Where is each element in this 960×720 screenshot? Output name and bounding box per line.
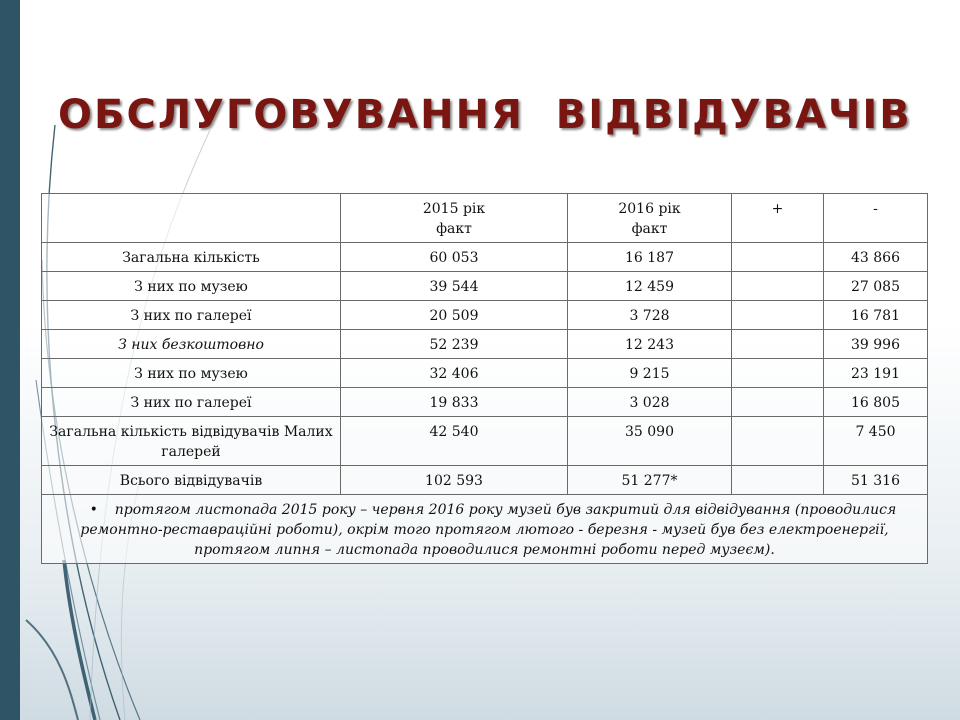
table-note-row (42, 495, 928, 564)
value-plus (732, 243, 824, 272)
value-minus: 51 316 (824, 466, 928, 495)
table-row (42, 301, 928, 330)
value-2016: 3 028 (568, 388, 732, 417)
row-label: Загальна кількість (42, 243, 341, 272)
header-2016 (568, 194, 732, 243)
table-row (42, 466, 928, 495)
value-2015: 60 053 (341, 243, 568, 272)
header-2015-line1: 2015 рік (422, 201, 486, 217)
page-title: ОБСЛУГОВУВАННЯ ВІДВІДУВАЧІВ (58, 92, 912, 138)
table-row (42, 417, 928, 466)
value-2016: 51 277* (568, 466, 732, 495)
value-2015: 39 544 (341, 272, 568, 301)
header-2016-line1: 2016 рік (618, 201, 681, 217)
header-minus-label: - (873, 201, 878, 217)
value-minus: 16 805 (824, 388, 928, 417)
value-minus: 23 191 (824, 359, 928, 388)
footnote (42, 495, 928, 564)
row-label: З них безкоштовно (42, 330, 341, 359)
value-minus: 16 781 (824, 301, 928, 330)
value-plus (732, 388, 824, 417)
value-plus (732, 466, 824, 495)
header-2015 (341, 194, 568, 243)
table-row (42, 272, 928, 301)
header-minus (824, 194, 928, 243)
value-2015: 102 593 (341, 466, 568, 495)
value-minus: 43 866 (824, 243, 928, 272)
value-2016: 12 459 (568, 272, 732, 301)
value-plus (732, 301, 824, 330)
value-2016: 12 243 (568, 330, 732, 359)
value-minus: 39 996 (824, 330, 928, 359)
row-label: Загальна кількість відвідувачів Малих галерей (42, 417, 341, 466)
table-row (42, 243, 928, 272)
left-accent-bar (0, 0, 20, 720)
row-label: З них по музею (42, 359, 341, 388)
value-2015: 52 239 (341, 330, 568, 359)
value-minus: 7 450 (824, 417, 928, 466)
header-2015-line2: факт (436, 221, 472, 237)
value-2016: 3 728 (568, 301, 732, 330)
table-row (42, 330, 928, 359)
value-plus (732, 272, 824, 301)
value-2015: 19 833 (341, 388, 568, 417)
value-plus (732, 359, 824, 388)
row-label: З них по галереї (42, 388, 341, 417)
header-label-cell (42, 194, 341, 243)
table-header-row (42, 194, 928, 243)
value-2016: 35 090 (568, 417, 732, 466)
table-row (42, 359, 928, 388)
footnote-bullet: • (89, 502, 98, 518)
header-2016-line2: факт (631, 221, 668, 237)
value-plus (732, 417, 824, 466)
row-label: Всього відвідувачів (42, 466, 341, 495)
table-row (42, 388, 928, 417)
value-2016: 16 187 (568, 243, 732, 272)
value-2015: 42 540 (341, 417, 568, 466)
value-2015: 32 406 (341, 359, 568, 388)
visitors-table (41, 193, 928, 564)
value-plus (732, 330, 824, 359)
header-plus (732, 194, 824, 243)
row-label: З них по галереї (42, 301, 341, 330)
footnote-text: протягом листопада 2015 року – червня 2016 року музей був закритий для відвідування (проводилися ремонтно-реставраційні роботи), окрім того протягом лютого - березня - музей був без електроенергії, протягом липня – листопада проводилися ремонтні роботи перед музеєм). (80, 502, 897, 558)
row-label: З них по музею (42, 272, 341, 301)
value-minus: 27 085 (824, 272, 928, 301)
header-plus-label: + (771, 201, 784, 217)
value-2015: 20 509 (341, 301, 568, 330)
value-2016: 9 215 (568, 359, 732, 388)
